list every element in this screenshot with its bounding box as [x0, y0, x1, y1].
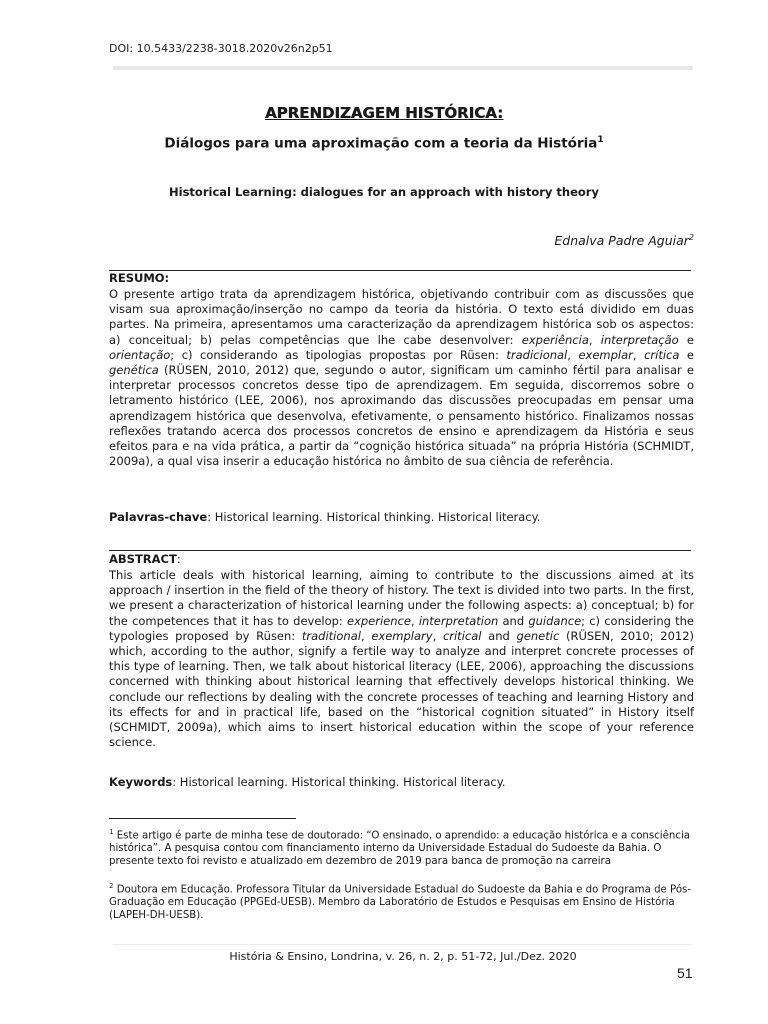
abstract-sep-3: ; c) considering the typologies proposed by Rüsen:	[109, 613, 695, 643]
doi-header: DOI: 10.5433/2238-3018.2020v26n2p51	[109, 42, 333, 55]
abstract-paragraph	[109, 568, 694, 750]
resumo-em-2: interpretação	[600, 332, 679, 347]
footnote-2-text: Doutora em Educação. Professora Titular da Universidade Estadual do Sudoeste da Bahia e do Programa de Pós-Graduação em Educação (PPGEd-UESB). Membro da Laboratório de Estudos e Pesquisas em Ensino de História (LAPEH-DH-UESB).	[109, 884, 692, 922]
abstract-text-1: This article deals with historical learning, aiming to contribute to the discussions aimed at its approach / insertion in the field of the theory of history. The text is divided into two parts. In the first, we present a characterization of historical learning under the following aspects: a) conceptual; b) for the competences that it has to develop:	[109, 568, 694, 628]
footnote-divider	[109, 818, 296, 819]
abstract-text-2: (RÜSEN, 2010; 2012) which, according to the author, signify a fertile way to analyze and interpret concrete processes of this type of learning. Then, we talk about historical literacy (LEE, 2006), approaching the discussions concerned with thinking about historical learning that effectively develops historical thinking. We conclude our reflections by dealing with the concrete processes of teaching and learning History and its effects for and in practical life, based on the “historical cognition situated” in History itself (SCHMIDT, 2009a), which aims to insert historical education within the scope of your reference science.	[109, 628, 695, 750]
resumo-sep-1: ,	[588, 332, 601, 347]
palavras-chave-label: Palavras-chave	[109, 510, 208, 524]
resumo-em-6: crítica	[644, 347, 680, 362]
abstract-em-6: critical	[442, 628, 482, 643]
footnote-ref-1[interactable]: 1	[597, 135, 604, 145]
resumo-em-7: genética	[109, 363, 159, 378]
resumo-text-1: O presente artigo trata da aprendizagem histórica, objetivando contribuir com as discussões que visam sua aproximação/inserção no campo da teoria da história. O texto está dividido em duas partes. Na primeira, apresentamos uma caracterização da aprendizagem histórica sob os aspectos: a) conceitual; b) pelas competências que lhe cabe desenvolver:	[109, 287, 694, 347]
footer-divider	[113, 944, 693, 945]
abstract-sep-1: ,	[410, 613, 419, 628]
keywords-label: Keywords	[109, 775, 173, 789]
abstract-em-4: traditional	[301, 628, 361, 643]
article-title: APRENDIZAGEM HISTÓRICA:	[264, 104, 504, 122]
abstract-heading-colon: :	[176, 552, 181, 566]
journal-citation: História & Ensino, Londrina, v. 26, n. 2, p. 51-72, Jul./Dez. 2020	[229, 950, 577, 963]
abstract-sep-2: and	[498, 613, 529, 628]
resumo-sep-2: e	[678, 332, 695, 347]
resumo-paragraph	[109, 287, 694, 469]
footnote-1	[109, 826, 697, 868]
footnote-1-text: Este artigo é parte de minha tese de doutorado: “O ensinado, o aprendido: a educação histórica e a consciência histórica”. A pesquisa contou com financiamento interno da Universidade Estadual do Sudoeste da Bahia. O presente texto foi revisto e atualizado em dezembro de 2019 para banca de promoção na carreira	[109, 830, 691, 868]
abstract-em-7: genetic	[516, 628, 560, 643]
abstract-em-2: interpretation	[418, 613, 499, 628]
author-name	[554, 233, 694, 248]
abstract-heading-text: ABSTRACT	[109, 552, 177, 566]
page-number: 51	[677, 965, 693, 981]
abstract-em-5: exemplary	[371, 628, 433, 643]
header-divider	[113, 66, 693, 70]
abstract-divider	[109, 550, 691, 551]
abstract-sep-6: and	[481, 628, 517, 643]
subtitle-text: Diálogos para uma aproximação com a teoria da História	[164, 135, 598, 152]
resumo-em-5: exemplar	[578, 347, 633, 362]
abstract-em-1: experience	[347, 613, 411, 628]
palavras-chave	[109, 510, 694, 524]
resumo-em-3: orientação	[109, 347, 171, 362]
footnote-2	[109, 880, 697, 922]
palavras-chave-values: : Historical learning. Historical thinking. Historical literacy.	[207, 510, 541, 524]
author-text: Ednalva Padre Aguiar	[554, 233, 689, 249]
resumo-em-1: experiência	[521, 332, 589, 347]
abstract-em-3: guidance	[528, 613, 582, 628]
resumo-sep-3: ; c) considerando as tipologias propostas por Rüsen:	[170, 347, 507, 362]
abstract-heading	[109, 552, 181, 566]
article-subtitle	[0, 135, 768, 152]
resumo-text-2: (RÜSEN, 2010, 2012) que, segundo o autor, significam um caminho fértil para analisar e interpretar processos concretos desse tipo de aprendizagem. Em seguida, discorremos sobre o letramento histórico (LEE, 2006), nos aproximando das discussões preocupadas em pensar uma aprendizagem histórica que desenvolva, efetivamente, o pensamento histórico. Finalizamos nossas reflexões tratando acerca dos processos concretos de ensino e aprendizagem da História e seus efeitos para e na vida prática, a partir da “cognição histórica situada” na própria História (SCHMIDT, 2009a), a qual visa inserir a educação histórica no âmbito de sua ciência de referência.	[109, 363, 694, 469]
keywords	[109, 775, 694, 789]
resumo-divider	[109, 270, 691, 271]
abstract-sep-4: ,	[360, 628, 372, 643]
keywords-values: : Historical learning. Historical thinking. Historical literacy.	[172, 775, 506, 789]
abstract-sep-5: ,	[432, 628, 443, 643]
english-title: Historical Learning: dialogues for an approach with history theory	[169, 185, 599, 199]
resumo-heading: RESUMO:	[109, 271, 170, 285]
resumo-sep-5: ,	[632, 347, 645, 362]
footnote-1-mark: 1	[109, 828, 114, 836]
resumo-em-4: tradicional	[506, 347, 568, 362]
resumo-sep-4: ,	[567, 347, 579, 362]
footnote-ref-2[interactable]: 2	[688, 233, 694, 242]
resumo-sep-6: e	[679, 347, 695, 362]
footnote-2-mark: 2	[109, 882, 114, 890]
